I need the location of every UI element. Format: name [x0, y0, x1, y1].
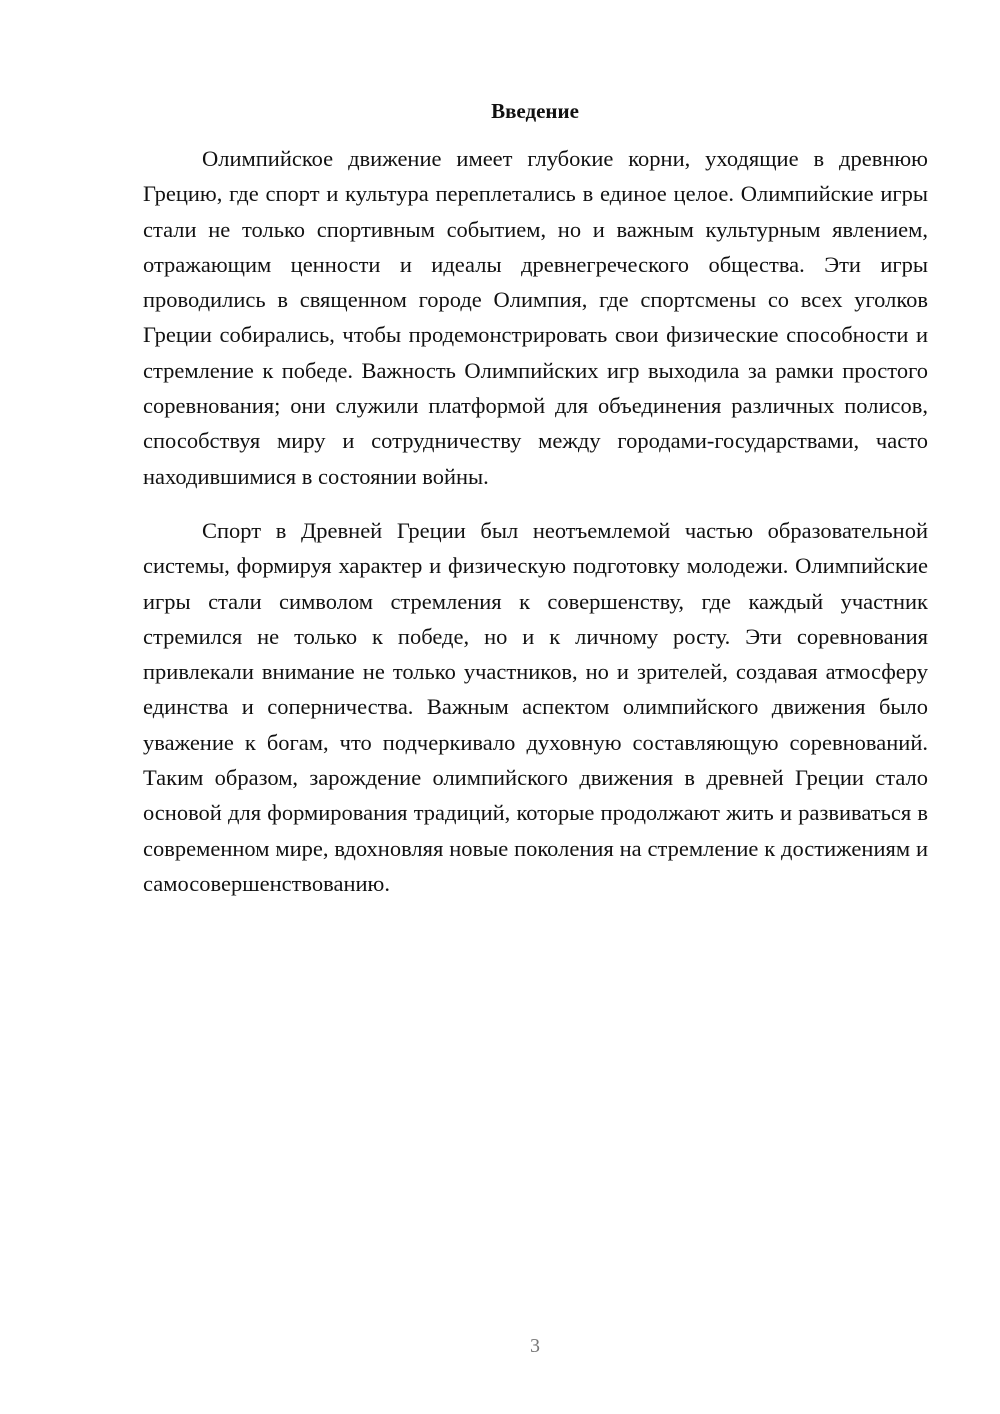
paragraph-1: Олимпийское движение имеет глубокие корни, уходящие в древнюю Грецию, где спорт и культура переплетались в единое целое. Олимпийские игры стали не только спортивным событием, но и важным культурным явлением, отражающим ценности и идеалы древнегреческого общества. Эти игры проводились в священном городе Олимпия, где спортсмены со всех уголков Греции собирались, чтобы продемонстрировать свои физические способности и стремление к победе. Важность Олимпийских игр выходила за рамки простого соревнования; они служили платформой для объединения различных полисов, способствуя миру и сотрудничеству между городами-государствами, часто находившимися в состоянии войны. — [143, 146, 928, 489]
section-title: Введение — [491, 99, 579, 123]
page-number: 3 — [530, 1335, 540, 1357]
paragraph-2: Спорт в Древней Греции был неотъемлемой частью образовательной системы, формируя характер и физическую подготовку молодежи. Олимпийские игры стали символом стремления к совершенству, где каждый участник стремился не только к победе, но и к личному росту. Эти соревнования привлекали внимание не только участников, но и зрителей, создавая атмосферу единства и соперничества. Важным аспектом олимпийского движения было уважение к богам, что подчеркивало духовную составляющую соревнований. Таким образом, зарождение олимпийского движения в древней Греции стало основой для формирования традиций, которые продолжают жить и развиваться в современном мире, вдохновляя новые поколения на стремление к достижениям и самосовершенствованию. — [143, 517, 928, 896]
body-text — [143, 141, 928, 901]
